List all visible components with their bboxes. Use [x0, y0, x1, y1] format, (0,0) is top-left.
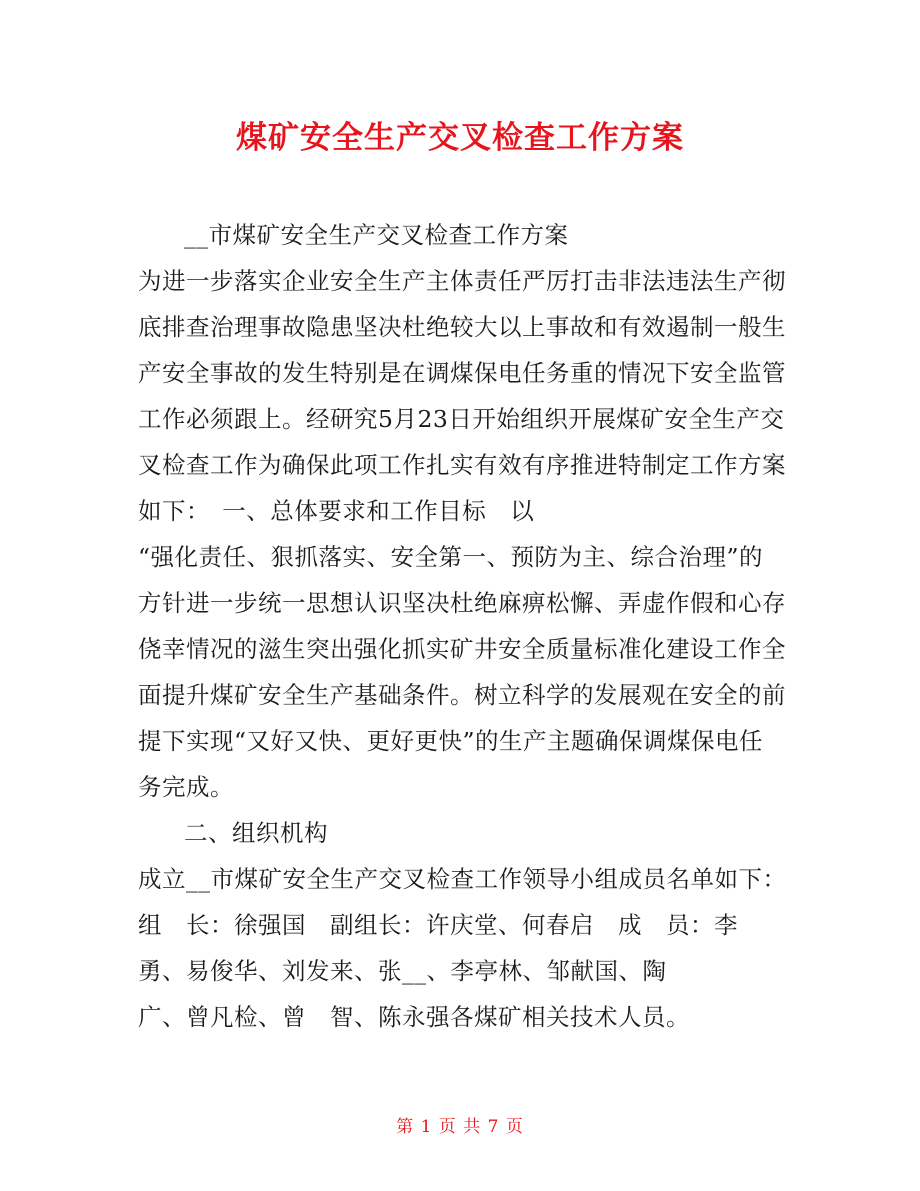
paragraph-line: 组 长：徐强国 副组长：许庆堂、何春启 成 员：李: [138, 911, 738, 939]
page-number: 第 1 页 共 7 页: [396, 1117, 524, 1137]
paragraph-line: 提下实现“又好又快、更好更快”的生产主题确保调煤保电任: [138, 727, 764, 755]
section-heading: 二、组织机构: [184, 819, 328, 847]
paragraph-line: 工作必须跟上。经研究5月23日开始组织开展煤矿安全生产交: [138, 405, 785, 433]
paragraph-line: 广、曾凡检、曾 智、陈永强各煤矿相关技术人员。: [138, 1003, 690, 1031]
paragraph-line: 方针进一步统一思想认识坚决杜绝麻痹松懈、弄虚作假和心存: [138, 589, 786, 617]
document-body: [138, 212, 798, 1040]
paragraph-line: 底排查治理事故隐患坚决杜绝较大以上事故和有效遏制一般生: [138, 313, 786, 341]
paragraph-line: 产安全事故的发生特别是在调煤保电任务重的情况下安全监管: [138, 359, 786, 387]
paragraph-line: 叉检查工作为确保此项工作扎实有效有序推进特制定工作方案: [138, 451, 786, 479]
paragraph-line: 勇、易俊华、刘发来、张__、李亭林、邹献国、陶: [138, 957, 667, 985]
document-title: 煤矿安全生产交叉检查工作方案: [236, 120, 684, 156]
paragraph-line: “强化责任、狠抓落实、安全第一、预防为主、综合治理”的: [138, 543, 764, 571]
subtitle-line: __市煤矿安全生产交叉检查工作方案: [184, 221, 569, 249]
paragraph-line: 面提升煤矿安全生产基础条件。树立科学的发展观在安全的前: [138, 681, 786, 709]
paragraph-line: 侥幸情况的滋生突出强化抓实矿井安全质量标准化建设工作全: [138, 635, 786, 663]
paragraph-line: 如下： 一、总体要求和工作目标 以: [138, 497, 535, 525]
paragraph-line: 务完成。: [138, 773, 234, 801]
paragraph-line: 为进一步落实企业安全生产主体责任严厉打击非法违法生产彻: [138, 267, 786, 295]
paragraph-line: 成立__市煤矿安全生产交叉检查工作领导小组成员名单如下：: [138, 865, 787, 893]
